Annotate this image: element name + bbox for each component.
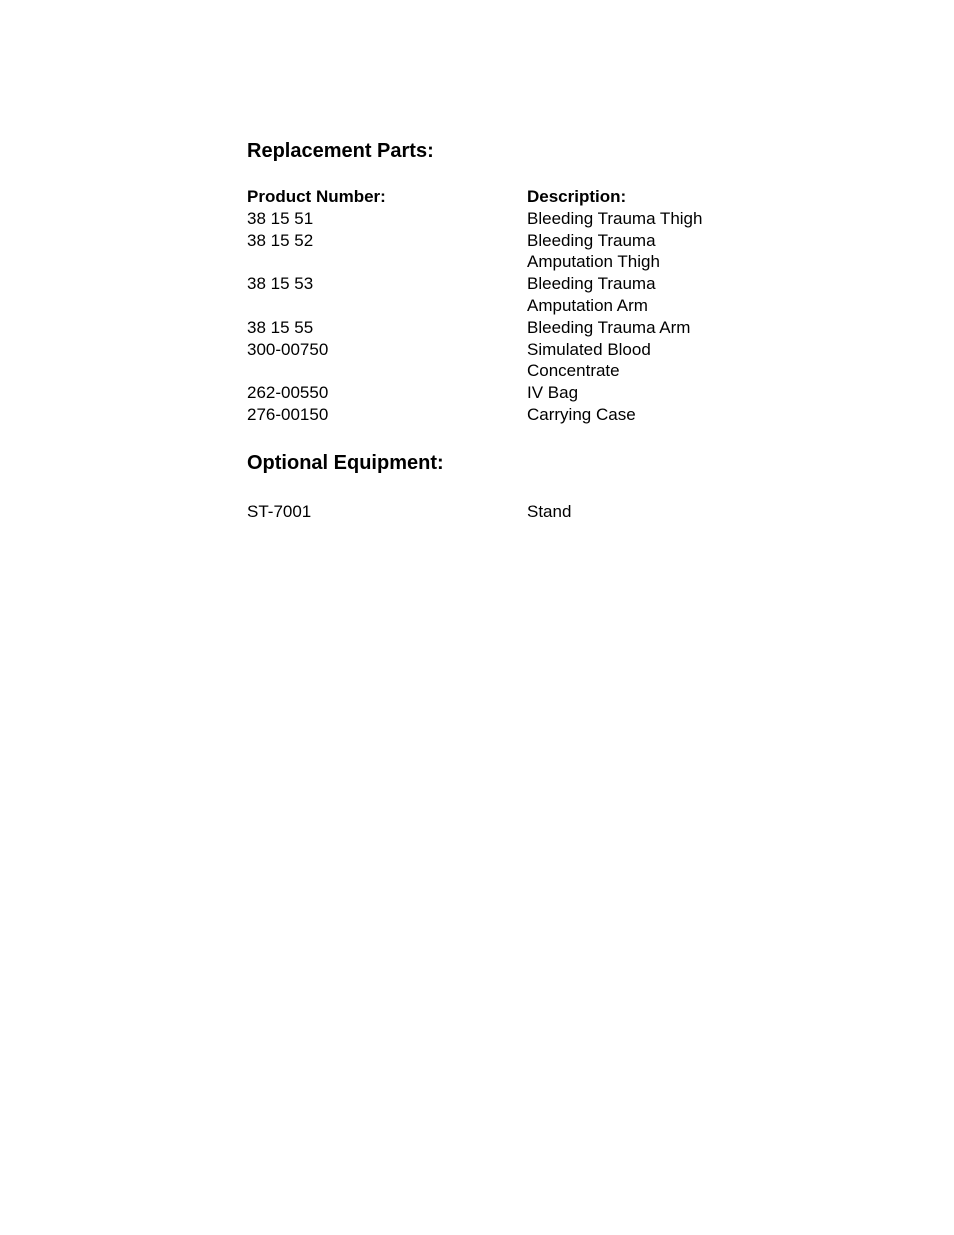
product-number: 300-00750 [247, 339, 329, 359]
product-description [527, 404, 727, 426]
table-row [247, 382, 727, 404]
product-description [527, 230, 727, 274]
description-line: Bleeding Trauma Arm [527, 317, 691, 337]
table-row [247, 273, 727, 317]
description-line: Amputation Arm [527, 295, 648, 315]
replacement-parts-heading: Replacement Parts: [247, 140, 434, 162]
product-number: 262-00550 [247, 383, 329, 403]
table-row [247, 230, 727, 274]
description-line: Bleeding Trauma [527, 274, 656, 294]
table-row [247, 208, 727, 230]
product-number: 38 15 52 [247, 230, 314, 250]
table-row [247, 501, 727, 523]
table-row [247, 317, 727, 339]
product-description [527, 208, 727, 230]
description-line: Stand [527, 502, 572, 521]
description-line: IV Bag [527, 383, 579, 403]
product-number-header: Product Number: [247, 187, 386, 206]
product-description [527, 382, 727, 404]
product-number: 276-00150 [247, 404, 329, 424]
product-description [527, 339, 727, 383]
description-line: Bleeding Trauma Thigh [527, 208, 703, 228]
replacement-parts-table [247, 186, 727, 426]
description-line: Carrying Case [527, 404, 636, 424]
product-number: 38 15 55 [247, 317, 314, 337]
product-description [527, 273, 727, 317]
description-line: Bleeding Trauma [527, 230, 656, 250]
product-description [527, 501, 727, 523]
description-line: Simulated Blood [527, 339, 651, 359]
product-number: 38 15 51 [247, 208, 314, 228]
table-row [247, 339, 727, 383]
product-number: ST-7001 [247, 502, 312, 521]
optional-equipment-heading: Optional Equipment: [247, 452, 444, 474]
product-description [527, 317, 727, 339]
table-row [247, 404, 727, 426]
description-line: Amputation Thigh [527, 252, 660, 272]
table-header-row [247, 186, 727, 208]
description-header: Description: [527, 187, 627, 206]
product-number: 38 15 53 [247, 274, 314, 294]
optional-equipment-table [247, 501, 727, 523]
description-line: Concentrate [527, 361, 620, 381]
